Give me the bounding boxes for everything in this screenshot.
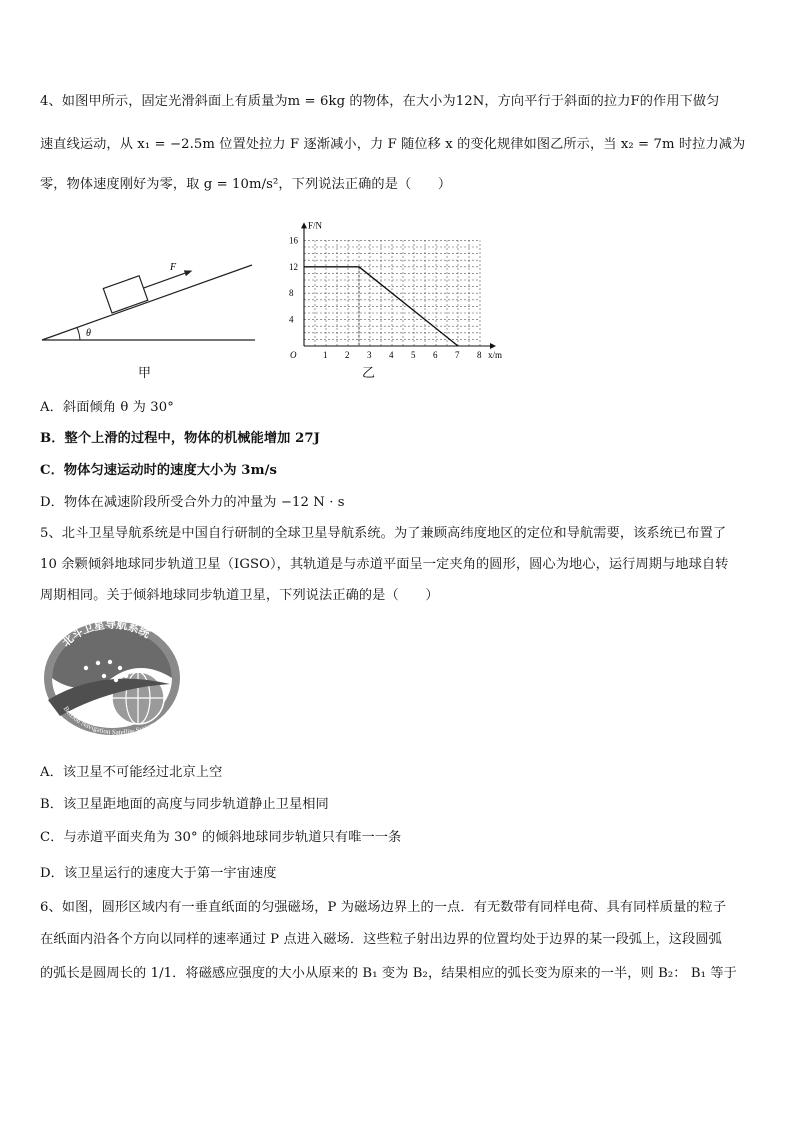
x-axis-arrow xyxy=(490,343,496,349)
q5-option-a[interactable]: A．该卫星不可能经过北京上空 xyxy=(40,765,223,780)
figure-caption-yi: 乙 xyxy=(362,366,376,381)
figure-caption-jia: 甲 xyxy=(138,366,152,381)
angle-label: θ xyxy=(86,328,91,339)
force-displacement-chart xyxy=(282,210,512,360)
incline-figure xyxy=(40,250,260,355)
q4-line-3: 零，物体速度刚好为零，取 g = 10m/s²，下列说法正确的是（ ） xyxy=(40,177,452,192)
q4-option-c[interactable]: C．物体匀速运动时的速度大小为 3m/s xyxy=(40,463,278,478)
q5-line-1: 5、北斗卫星导航系统是中国自行研制的全球卫星导航系统。为了兼顾高纬度地区的定位和导航需要，该系统已布置了 xyxy=(40,526,727,541)
logo-ring-text: BeiDou Navigation Satellite System xyxy=(61,704,157,737)
q4-line-2: 速直线运动，从 x₁ = −2.5m 位置处拉力 F 逐渐减小，力 F 随位移 x 的变化规律如图乙所示，当 x₂ = 7m 时拉力减为 xyxy=(40,137,746,152)
x-tick-label: 3 xyxy=(367,350,372,360)
y-axis-arrow xyxy=(301,222,307,228)
q4-option-d[interactable]: D．物体在减速阶段所受合外力的冲量为 −12 N · s xyxy=(40,495,345,510)
q5-option-d[interactable]: D．该卫星运行的速度大于第一宇宙速度 xyxy=(40,866,277,881)
y-tick-label: 4 xyxy=(289,314,294,325)
x-tick-label: 4 xyxy=(389,350,394,360)
q5-line-3: 周期相同。关于倾斜地球同步轨道卫星，下列说法正确的是（ ） xyxy=(40,588,439,603)
q5-option-c[interactable]: C．与赤道平面夹角为 30° 的倾斜地球同步轨道只有唯一一条 xyxy=(40,830,402,845)
q4-line-1: 4、如图甲所示，固定光滑斜面上有质量为m = 6kg 的物体，在大小为12N，方向平行于斜面的拉力F的作用下做匀 xyxy=(40,94,720,109)
beidou-logo xyxy=(40,618,185,738)
y-axis-label: F/N xyxy=(308,220,323,231)
origin-label: O xyxy=(290,350,297,360)
logo-top-text: 北斗卫星导航系统 xyxy=(60,618,152,650)
x-tick-label: 2 xyxy=(345,350,350,360)
force-label: F xyxy=(170,262,177,273)
x-tick-label: 5 xyxy=(411,350,416,360)
q4-option-a[interactable]: A．斜面倾角 θ 为 30° xyxy=(40,400,174,415)
y-tick-label: 8 xyxy=(289,288,294,299)
x-tick-label: 1 xyxy=(323,350,328,360)
x-axis-label: x/m xyxy=(488,350,503,360)
q6-line-3: 的弧长是圆周长的 1/1．将磁感应强度的大小从原来的 B₁ 变为 B₂，结果相应的弧长变为原来的一半，则 B₂： B₁ 等于 xyxy=(40,966,737,981)
x-tick-label: 6 xyxy=(433,350,438,360)
block xyxy=(103,276,148,313)
q5-option-b[interactable]: B．该卫星距地面的高度与同步轨道静止卫星相同 xyxy=(40,797,329,812)
q5-line-2: 10 余颗倾斜地球同步轨道卫星（IGSO），其轨道是与赤道平面呈一定夹角的圆形，圆心为地心，运行周期与地球自转 xyxy=(40,557,729,572)
x-tick-label: 7 xyxy=(455,350,460,360)
q6-line-1: 6、如图，圆形区域内有一垂直纸面的匀强磁场，P 为磁场边界上的一点．有无数带有同样电荷、具有同样质量的粒子 xyxy=(40,900,727,915)
y-tick-label: 16 xyxy=(289,235,298,246)
q6-line-2: 在纸面内沿各个方向以同样的速率通过 P 点进入磁场．这些粒子射出边界的位置均处于边界的某一段弧上，这段圆弧 xyxy=(40,932,722,947)
y-tick-label: 12 xyxy=(289,261,298,272)
q4-option-b[interactable]: B．整个上滑的过程中，物体的机械能增加 27J xyxy=(40,431,321,446)
x-tick-label: 8 xyxy=(477,350,482,360)
